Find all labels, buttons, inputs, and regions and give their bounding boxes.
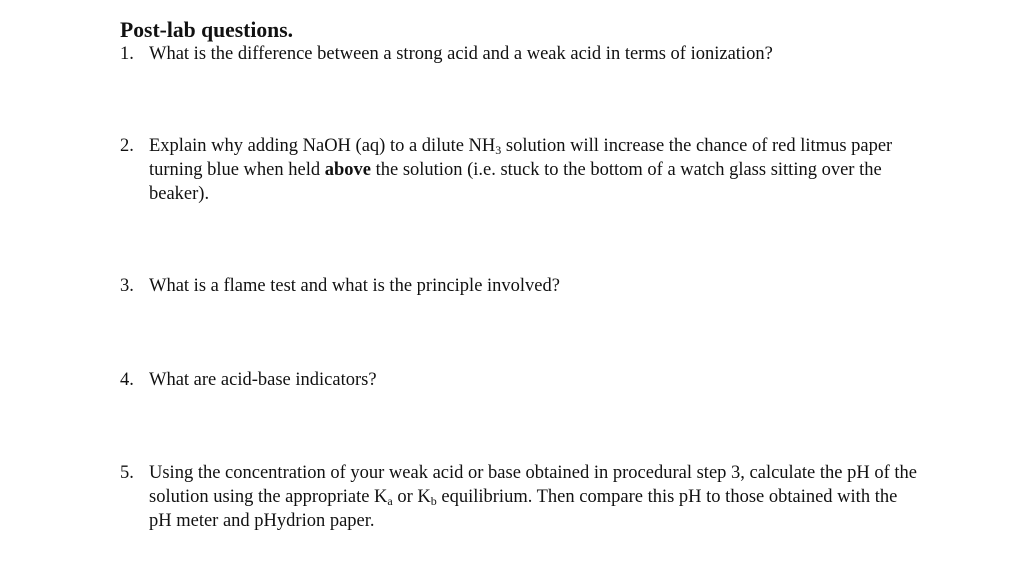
question-text-part: Using the concentration of your weak acid or base obtained in procedural step 3, calculate the pH of the solution using the appropriate K [149, 463, 917, 507]
question-text [149, 134, 920, 206]
question-text: What is a flame test and what is the principle involved? [149, 276, 560, 296]
question-text-part: equilibrium. Then compare this pH to those obtained with the pH meter and pHydrion paper. [149, 487, 898, 531]
question-text-part: or K [392, 487, 431, 507]
emphasis: above [324, 160, 371, 180]
question-text-part: Explain why adding NaOH (aq) to a dilute NH [149, 136, 496, 156]
question-4 [120, 368, 920, 392]
question-text-part: the solution (i.e. stuck to the bottom of a watch glass sitting over the beaker). [149, 160, 882, 204]
question-number: 3. [120, 276, 134, 296]
question-text [149, 461, 920, 533]
question-5 [120, 461, 920, 533]
question-text: What is the difference between a strong acid and a weak acid in terms of ionization? [149, 44, 773, 64]
page-title: Post-lab questions. [120, 18, 294, 42]
question-number: 4. [120, 370, 134, 390]
question-text-part: solution will increase the chance of red litmus paper turning blue when held [149, 136, 893, 180]
question-number: 1. [120, 44, 134, 64]
question-2 [120, 134, 920, 206]
question-1 [120, 42, 920, 66]
subscript: b [430, 494, 437, 508]
subscript: 3 [495, 143, 502, 157]
question-number: 5. [120, 463, 134, 483]
question-text: What are acid-base indicators? [149, 370, 377, 390]
question-number: 2. [120, 136, 134, 156]
question-3 [120, 274, 920, 298]
subscript: a [387, 494, 393, 508]
